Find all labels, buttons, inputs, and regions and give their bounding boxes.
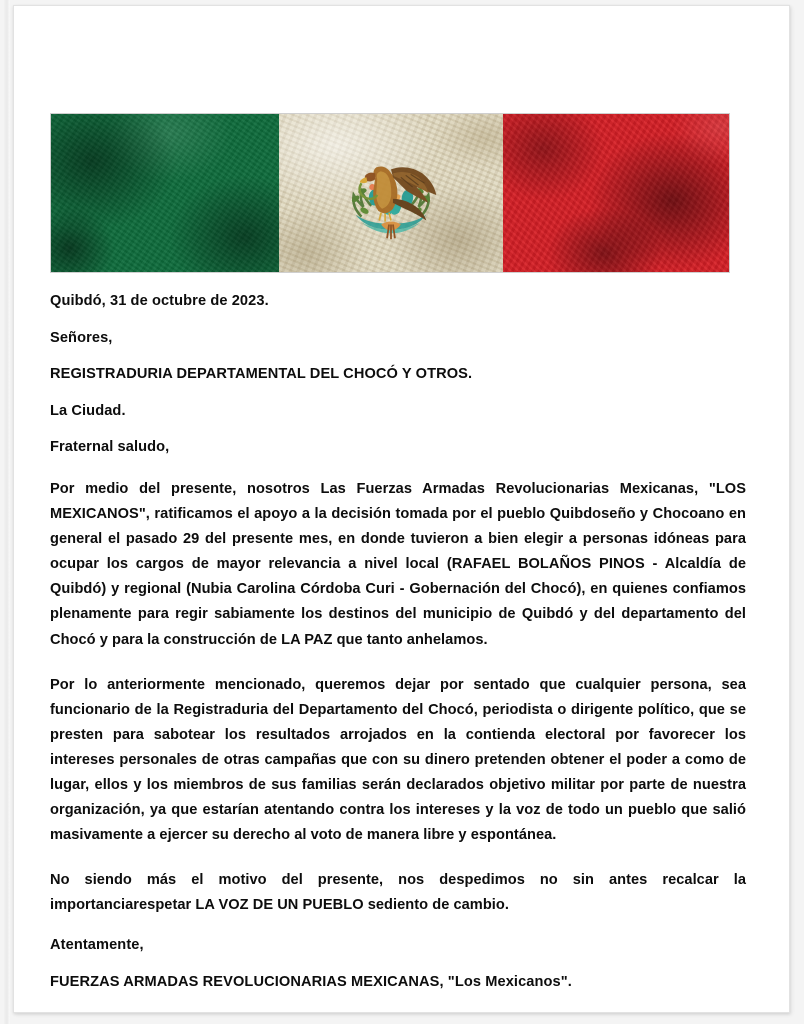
mexican-flag-image [50, 113, 730, 273]
flag-red-texture [503, 114, 729, 272]
flag-band-red [503, 114, 729, 272]
place-and-date: Quibdó, 31 de octubre de 2023. [50, 293, 269, 309]
paragraph-3: No siendo más el motivo del presente, nos despedimos no sin antes recalcar la importanciarespetar LA VOZ DE UN PUEBLO sediento de cambio. [50, 872, 746, 914]
paragraph-2: Por lo anteriormente mencionado, queremos dejar por sentado que cualquier persona, sea funcionario de la Registraduria del Departamento del Chocó, periodista o dirigente político, que se presten para sabotear los resultados arrojados en la contienda electoral por favorecer los intereses personales de otras campañas que con su dinero pretenden obtener el poder a como de lugar, ellos y los miembros de sus familias serán declarados objetivo militar por parte de nuestra organización, ya que estarían atentando contra los intereses y la voz de todo un pueblo que salió masivamente a ejercer su derecho al voto de manera libre y espontánea. [50, 676, 746, 844]
flag-band-white [279, 114, 503, 272]
flag-green-texture [51, 114, 279, 272]
city-line: La Ciudad. [50, 402, 126, 419]
national-emblem-eagle-icon [332, 134, 450, 252]
page-left-edge-strip [4, 0, 10, 1024]
document-sheet [13, 5, 790, 1013]
salutation: Señores, [50, 329, 113, 346]
flag-band-green [51, 114, 279, 272]
signature-line: FUERZAS ARMADAS REVOLUCIONARIAS MEXICANAS, "Los Mexicanos". [50, 974, 572, 991]
greeting-line: Fraternal saludo, [50, 439, 170, 456]
closing-line: Atentamente, [50, 937, 144, 954]
paragraph-1: Por medio del presente, nosotros Las Fuerzas Armadas Revolucionarias Mexicanas, "LOS MEXICANOS", ratificamos el apoyo a la decisión tomada por el pueblo Quibdoseño y Chocoano en general el pasado 29 del presente mes, en donde tuvieron a bien elegir a personas idóneas para ocupar los cargos de mayor relevancia a nivel local (RAFAEL BOLAÑOS PINOS - Alcaldía de Quibdó) y regional (Nubia Carolina Córdoba Curi - Gobernación del Chocó), en quienes confiamos plenamente para regir sabiamente los destinos del municipio de Quibdó y del departamento del Chocó y para la construcción de LA PAZ que tanto anhelamos. [50, 480, 746, 648]
letter-body [50, 294, 746, 1012]
recipient-line: REGISTRADURIA DEPARTAMENTAL DEL CHOCÓ Y OTROS. [50, 366, 473, 383]
